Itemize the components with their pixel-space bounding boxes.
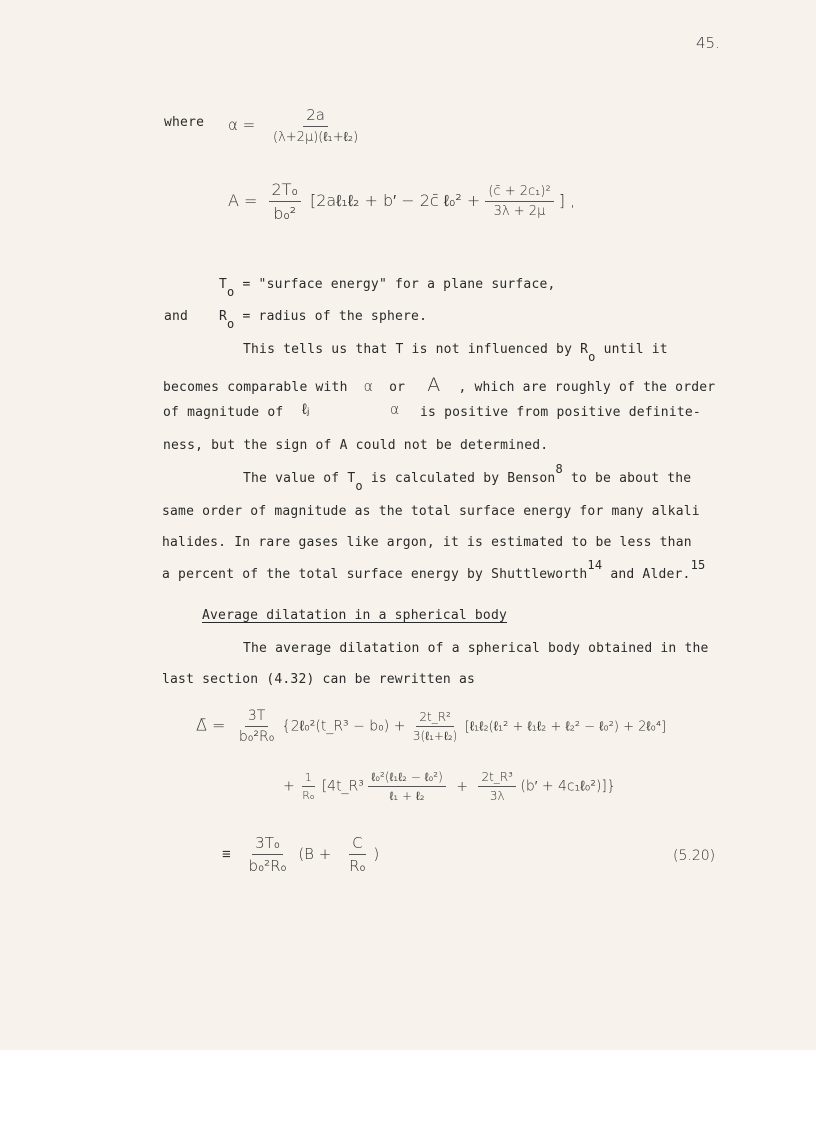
delta-term2: [ℓ₁ℓ₂(ℓ₁² + ℓ₁ℓ₂ + ℓ₂² − ℓ₀²) + 2ℓ₀⁴]: [464, 719, 667, 735]
para2-line1-text-a: The value of T: [243, 471, 356, 486]
delta-frac4-denominator: R₀: [349, 857, 366, 875]
def-R-symbol: R: [219, 309, 228, 324]
delta-frac3: [478, 770, 516, 803]
delta-frac-R-numerator: 1: [302, 771, 315, 787]
para2-line1-subscript: o: [355, 479, 363, 493]
para1-line1-text-b: until it: [603, 342, 668, 357]
delta-line2-plus2: +: [456, 778, 468, 795]
para2-line4-text-a: a percent of the total surface energy by Shuttleworth: [162, 567, 588, 582]
delta-line3-close: ): [373, 845, 380, 863]
equation-delta-line3: [222, 834, 379, 875]
A-inner-denominator: 3λ + 2μ: [493, 204, 546, 219]
delta-line2-plus: +: [283, 778, 295, 795]
alpha-numerator: 2a: [303, 106, 328, 127]
para1-A-symbol: A: [427, 374, 441, 396]
delta-lhs: Δ̄ =: [196, 715, 226, 735]
para1-line2: [163, 374, 715, 396]
A-inner-numerator: (c̄ + 2c₁)²: [485, 184, 553, 202]
para2-line1-text-b: is calculated by Benson: [370, 471, 556, 486]
equation-number: (5.20): [673, 848, 716, 864]
page-number: 45.: [696, 34, 720, 52]
para1-line3-b: is positive from positive definite-: [420, 405, 701, 420]
delta-frac3-numerator: 2t_R³: [478, 770, 516, 787]
A-inner-fraction: [485, 184, 553, 219]
para1-l-symbol: ℓⱼ: [302, 400, 310, 418]
def-T-text: = "surface energy" for a plane surface,: [242, 277, 556, 292]
delta-frac-R-denominator: R₀: [302, 789, 315, 802]
para2-line2: same order of magnitude as the total surface energy for many alkali: [162, 504, 700, 519]
delta-line2-tail: (b′ + 4c₁ℓ₀²)]}: [520, 778, 616, 795]
delta-coef-denominator: b₀²R₀: [238, 729, 275, 745]
delta-frac2: [368, 770, 445, 803]
para1-line1-text-a: This tells us that T is not influenced by R: [243, 342, 589, 357]
def-T-line: [219, 277, 556, 299]
delta-term1: {2ℓ₀²(t_R³ − b₀) +: [281, 718, 406, 735]
para1-line2-text-a: becomes comparable with: [163, 380, 348, 395]
para2-line4: [162, 558, 706, 582]
para1-line1-subscript: o: [588, 350, 596, 364]
delta-frac1-denominator: 3(ℓ₁+ℓ₂): [412, 729, 458, 743]
delta-coef3-fraction: [246, 834, 290, 875]
para1-alpha-symbol: α: [363, 379, 374, 395]
A-lhs: A =: [228, 191, 258, 210]
delta-equiv: ≡: [222, 845, 231, 863]
section-heading: Average dilatation in a spherical body: [202, 608, 508, 623]
A-coef-denominator: b₀²: [273, 204, 297, 223]
delta-frac4-numerator: C: [349, 834, 365, 855]
A-close: ] ,: [558, 191, 576, 210]
para2-line4-text-b: and Alder.: [610, 567, 691, 582]
def-R-subscript: o: [227, 317, 235, 331]
para1-line2-text-b: , which are roughly of the order: [458, 380, 716, 395]
para2-ref-alder: 15: [690, 558, 706, 572]
delta-frac1-numerator: 2t_R²: [416, 710, 454, 727]
equation-delta-line1: [196, 708, 666, 745]
alpha-denominator: (λ+2μ)(ℓ₁+ℓ₂): [273, 130, 359, 145]
para2-ref-benson: 8: [555, 462, 563, 476]
para3-line1: The average dilatation of a spherical body obtained in the: [243, 641, 709, 656]
def-and-label: and: [164, 309, 189, 324]
delta-coef3-denominator: b₀²R₀: [248, 857, 287, 875]
para2-ref-shuttleworth: 14: [587, 558, 603, 572]
equation-A: [228, 180, 575, 223]
delta-line2-open: [4t_R³: [321, 778, 364, 795]
delta-coef-numerator: 3T: [245, 708, 268, 727]
para2-line1: [243, 462, 692, 493]
para3-line2: last section (4.32) can be rewritten as: [162, 672, 476, 687]
alpha-fraction: [270, 106, 361, 145]
def-R-text: = radius of the sphere.: [242, 309, 428, 324]
equation-alpha: [228, 106, 361, 145]
delta-frac1: [410, 710, 460, 743]
delta-frac2-denominator: ℓ₁ + ℓ₂: [389, 789, 425, 803]
delta-line3-B: (B +: [298, 845, 332, 863]
para1-line1: [243, 342, 668, 364]
para1-or: or: [389, 380, 406, 395]
alpha-lhs: α =: [228, 116, 256, 134]
para1-line3-text-a: of magnitude of: [163, 405, 284, 420]
delta-coef3-numerator: 3T₀: [252, 834, 283, 855]
para1-alpha2-symbol: α: [390, 402, 400, 418]
A-coef-numerator: 2T₀: [269, 180, 301, 202]
para2-line1-text-c: to be about the: [570, 471, 692, 486]
delta-frac3-denominator: 3λ: [489, 789, 505, 803]
equation-delta-line2: [283, 770, 616, 803]
para1-line3: [163, 405, 283, 420]
def-R-line: [219, 309, 428, 331]
def-T-subscript: o: [227, 285, 235, 299]
A-coef-fraction: [269, 180, 301, 223]
def-T-symbol: T: [219, 277, 228, 292]
delta-frac4: [346, 834, 368, 875]
para1-line4: ness, but the sign of A could not be determined.: [163, 438, 549, 453]
delta-coef-fraction: [236, 708, 277, 745]
where-label: where: [164, 115, 205, 130]
para2-line3: halides. In rare gases like argon, it is estimated to be less than: [162, 535, 692, 550]
A-bracket-terms: [2aℓ₁ℓ₂ + b′ − 2c̄ ℓ₀² +: [310, 191, 481, 210]
delta-frac2-numerator: ℓ₀²(ℓ₁ℓ₂ − ℓ₀²): [368, 770, 445, 787]
delta-frac-R: [299, 771, 317, 802]
